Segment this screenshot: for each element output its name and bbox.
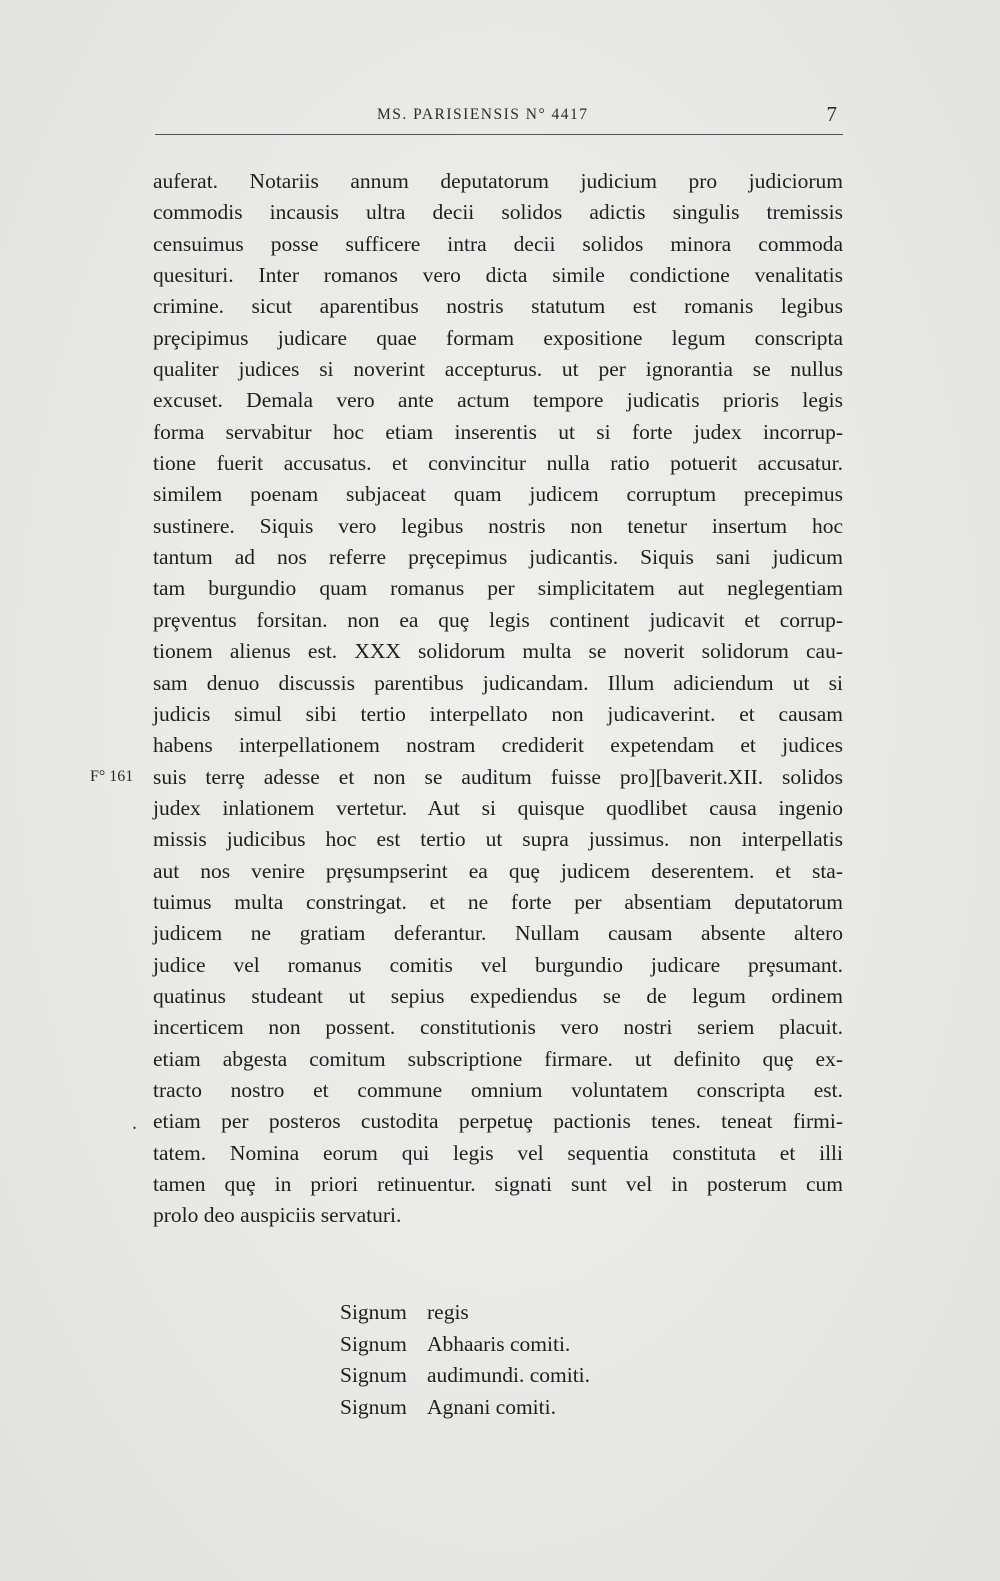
text-line: sustinere. Siquis vero legibus nostris non tenetur insertum hoc <box>153 513 843 538</box>
signum-word: Signum <box>340 1331 407 1356</box>
text-line: prolo deo auspiciis servaturi. <box>153 1203 402 1228</box>
text-line: tionem alienus est. XXX solidorum multa se noverit solidorum cau- <box>153 639 843 664</box>
text-line: judicem ne gratiam deferantur. Nullam causam absente altero <box>153 921 843 946</box>
text-line: tuimus multa constringat. et ne forte per absentiam deputatorum <box>153 889 843 914</box>
signum-word: Signum <box>340 1394 407 1419</box>
text-line: sam denuo discussis parentibus judicandam. Illum adiciendum ut si <box>153 670 843 695</box>
text-line: commodis incausis ultra decii solidos adictis singulis tremissis <box>153 200 843 225</box>
text-line: incerticem non possent. constitutionis vero nostri seriem placuit. <box>153 1015 843 1040</box>
text-line: prȩventus forsitan. non ea quȩ legis continent judicavit et corrup- <box>153 607 843 632</box>
folio-marginal-note: F° 161 <box>90 768 134 785</box>
text-line: aut nos venire prȩsumpserint ea quȩ judicem deserentem. et sta- <box>153 858 843 883</box>
signature-line <box>340 1360 590 1392</box>
text-line: censuimus posse sufficere intra decii solidos minora commoda <box>153 231 843 256</box>
text-line: judicis simul sibi tertio interpellato non judicaverint. et causam <box>153 701 843 726</box>
text-line: quesituri. Inter romanos vero dicta simile condictione venalitatis <box>153 263 843 288</box>
signatory-name: Agnani comiti. <box>427 1394 556 1419</box>
text-line: qualiter judices si noverint accepturus. ut per ignorantia se nullus <box>153 357 843 382</box>
signum-word: Signum <box>340 1363 407 1387</box>
text-line: excuset. Demala vero ante actum tempore judicatis prioris legis <box>153 388 843 413</box>
text-line: etiam abgesta comitum subscriptione firmare. ut definito quȩ ex- <box>153 1046 843 1071</box>
signature-line <box>340 1392 590 1424</box>
signature-list <box>340 1297 590 1423</box>
signum-word: Signum <box>340 1300 407 1324</box>
header-rule <box>155 134 843 135</box>
text-line: tantum ad nos referre prȩcepimus judicantis. Siquis sani judicum <box>153 545 843 570</box>
text-line: judex inlationem vertetur. Aut si quisque quodlibet causa ingenio <box>153 795 843 820</box>
text-line: missis judicibus hoc est tertio ut supra jussimus. non interpellatis <box>153 827 843 852</box>
text-line: tam burgundio quam romanus per simplicitatem aut neglegentiam <box>153 576 843 601</box>
signature-line <box>340 1297 590 1329</box>
text-line: crimine. sicut aparentibus nostris statutum est romanis legibus <box>153 294 843 319</box>
text-line: tione fuerit accusatus. et convincitur nulla ratio potuerit accusatur. <box>153 451 843 476</box>
text-line: tracto nostro et commune omnium voluntatem conscripta est. <box>153 1077 843 1102</box>
signatory-name: audimundi. comiti. <box>427 1363 591 1387</box>
margin-dot-mark: . <box>132 1112 137 1134</box>
text-line: habens interpellationem nostram crediderit expetendam et judices <box>153 733 843 758</box>
signatory-name: regis <box>427 1300 469 1324</box>
text-line: auferat. Notariis annum deputatorum judicium pro judiciorum <box>153 169 843 193</box>
text-line: forma servabitur hoc etiam inserentis ut si forte judex incorrup- <box>153 419 843 444</box>
text-line: suis terrȩ adesse et non se auditum fuisse pro][baverit.XII. solidos <box>153 764 843 789</box>
text-line: judice vel romanus comitis vel burgundio judicare prȩsumant. <box>153 952 843 977</box>
running-title: MS. PARISIENSIS N° 4417 <box>377 106 589 123</box>
text-line: quatinus studeant ut sepius expediendus se de legum ordinem <box>153 983 843 1008</box>
signature-line <box>340 1329 590 1361</box>
body-text <box>153 166 843 1232</box>
signatory-name: Abhaaris comiti. <box>427 1331 571 1356</box>
text-line: etiam per posteros custodita perpetuȩ pactionis tenes. teneat firmi- <box>153 1109 843 1134</box>
text-line: prȩcipimus judicare quae formam expositione legum conscripta <box>153 325 843 350</box>
page-number: 7 <box>826 102 837 126</box>
page-header <box>155 102 845 132</box>
text-line: similem poenam subjaceat quam judicem corruptum precepimus <box>153 482 843 507</box>
text-line: tatem. Nomina eorum qui legis vel sequentia constituta et illi <box>153 1140 843 1165</box>
text-line: tamen quȩ in priori retinuentur. signati sunt vel in posterum cum <box>153 1172 843 1196</box>
